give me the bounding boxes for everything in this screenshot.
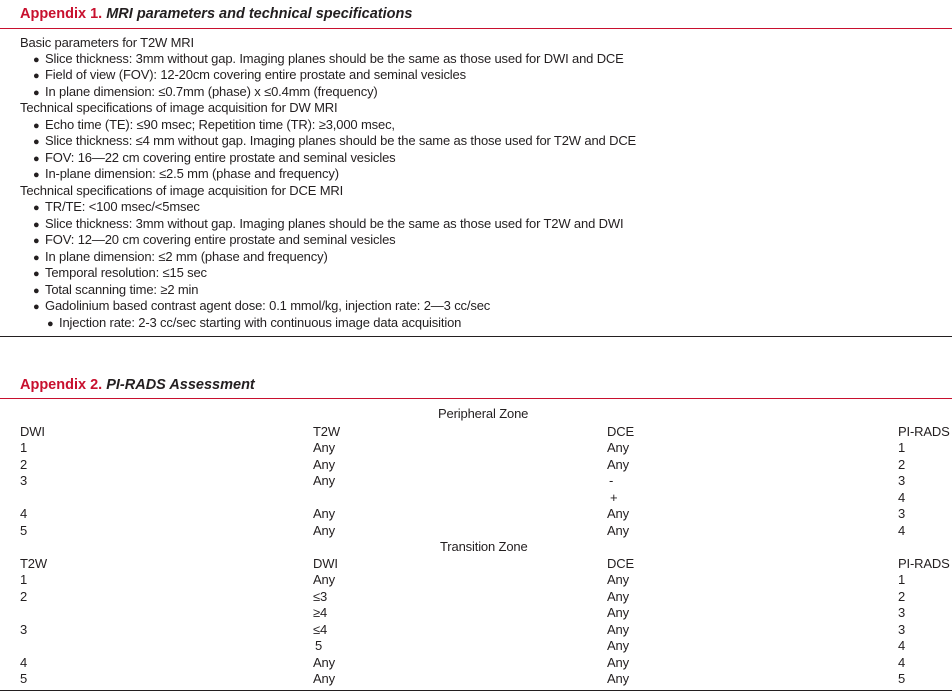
list-item: ● In plane dimension: ≤0.7mm (phase) x ≤0.4mm (frequency) xyxy=(33,84,378,99)
table-cell: Any xyxy=(607,605,629,620)
appendix-1-top-rule xyxy=(0,28,952,29)
appendix-1-bottom-rule xyxy=(0,336,952,337)
table-cell: Any xyxy=(607,622,629,637)
table-cell: 4 xyxy=(20,506,28,521)
table-cell: 3 xyxy=(898,473,906,488)
table-cell: 4 xyxy=(20,655,28,670)
list-item: ● Gadolinium based contrast agent dose: 0.1 mmol/kg, injection rate: 2—3 cc/sec xyxy=(33,298,491,313)
table-cell: 1 xyxy=(20,440,28,455)
t2w-heading: Basic parameters for T2W MRI xyxy=(20,35,194,50)
table-cell: 3 xyxy=(20,473,28,488)
table-cell: 4 xyxy=(898,523,906,538)
table-cell: 2 xyxy=(20,589,28,604)
table-cell: Any xyxy=(313,440,335,455)
table-cell: 3 xyxy=(898,605,906,620)
table-header-cell: T2W xyxy=(20,556,47,571)
table-cell: Any xyxy=(607,440,629,455)
list-item: ● Temporal resolution: ≤15 sec xyxy=(33,265,207,280)
table-cell: 3 xyxy=(898,622,906,637)
table-cell: 2 xyxy=(20,457,28,472)
table-cell: ≤4 xyxy=(313,622,328,637)
appendix-2-top-rule xyxy=(0,398,952,399)
appendix-2-name: PI-RADS Assessment xyxy=(106,377,255,393)
table-cell: Any xyxy=(313,655,335,670)
table-header-cell: DWI xyxy=(20,424,45,439)
table-header-cell: DCE xyxy=(607,424,634,439)
table-cell: 1 xyxy=(20,572,28,587)
table-cell: Any xyxy=(313,671,335,686)
table-cell: 4 xyxy=(898,638,906,653)
table-cell: Any xyxy=(607,589,629,604)
table-header-cell: PI-RADS xyxy=(898,424,950,439)
transition-zone-label: Transition Zone xyxy=(440,539,528,554)
table-cell: Any xyxy=(607,655,629,670)
table-cell: + xyxy=(610,490,618,505)
table-cell: Any xyxy=(313,457,335,472)
table-cell: Any xyxy=(313,523,335,538)
dwi-heading: Technical specifications of image acquisition for DW MRI xyxy=(20,100,338,115)
table-cell: Any xyxy=(607,506,629,521)
appendix-1-name: MRI parameters and technical specifications xyxy=(106,6,413,22)
table-cell: 1 xyxy=(898,572,906,587)
list-item: ● FOV: 12—20 cm covering entire prostate and seminal vesicles xyxy=(33,232,396,247)
table-cell: Any xyxy=(313,473,335,488)
list-item: ● In-plane dimension: ≤2.5 mm (phase and frequency) xyxy=(33,166,339,181)
appendix-1-title xyxy=(20,5,412,23)
table-cell: ≤3 xyxy=(313,589,328,604)
table-cell: 5 xyxy=(315,638,323,653)
list-item: ● FOV: 16—22 cm covering entire prostate and seminal vesicles xyxy=(33,150,396,165)
list-item: ● Slice thickness: 3mm without gap. Imaging planes should be the same as those used for T2W and DWI xyxy=(33,216,624,231)
list-subitem: ● Injection rate: 2-3 cc/sec starting with continuous image data acquisition xyxy=(47,315,462,330)
list-item: ● Slice thickness: ≤4 mm without gap. Imaging planes should be the same as those used for T2W and DCE xyxy=(33,133,637,148)
list-item: ● Total scanning time: ≥2 min xyxy=(33,282,199,297)
list-item: ● TR/TE: <100 msec/<5msec xyxy=(33,199,200,214)
peripheral-zone-label: Peripheral Zone xyxy=(438,406,529,421)
table-cell: 3 xyxy=(20,622,28,637)
list-item: ● Field of view (FOV): 12-20cm covering entire prostate and seminal vesicles xyxy=(33,67,466,82)
appendix-2-bottom-rule xyxy=(0,690,952,691)
table-cell: ≥4 xyxy=(313,605,328,620)
table-cell: 5 xyxy=(898,671,906,686)
table-header-cell: DWI xyxy=(313,556,338,571)
appendix-2-title xyxy=(20,376,255,394)
table-header-cell: DCE xyxy=(607,556,634,571)
table-cell: 1 xyxy=(898,440,906,455)
table-cell: Any xyxy=(607,457,629,472)
dce-heading: Technical specifications of image acquisition for DCE MRI xyxy=(20,183,344,198)
table-cell: Any xyxy=(607,572,629,587)
list-item: ● Echo time (TE): ≤90 msec; Repetition time (TR): ≥3,000 msec, xyxy=(33,117,395,132)
table-cell: Any xyxy=(313,506,335,521)
table-cell: 2 xyxy=(898,589,906,604)
table-cell: 4 xyxy=(898,490,906,505)
table-cell: Any xyxy=(607,671,629,686)
table-cell: 3 xyxy=(898,506,906,521)
table-header-cell: PI-RADS xyxy=(898,556,950,571)
table-cell: Any xyxy=(313,572,335,587)
table-header-cell: T2W xyxy=(313,424,340,439)
appendix-1-number: Appendix 1. xyxy=(20,6,103,22)
table-cell: - xyxy=(609,473,614,488)
table-cell: 5 xyxy=(20,671,28,686)
table-cell: Any xyxy=(607,638,629,653)
list-item: ● Slice thickness: 3mm without gap. Imaging planes should be the same as those used for DWI and DCE xyxy=(33,51,624,66)
table-cell: 4 xyxy=(898,655,906,670)
table-cell: Any xyxy=(607,523,629,538)
table-cell: 5 xyxy=(20,523,28,538)
table-cell: 2 xyxy=(898,457,906,472)
list-item: ● In plane dimension: ≤2 mm (phase and frequency) xyxy=(33,249,328,264)
appendix-2-number: Appendix 2. xyxy=(20,377,103,393)
